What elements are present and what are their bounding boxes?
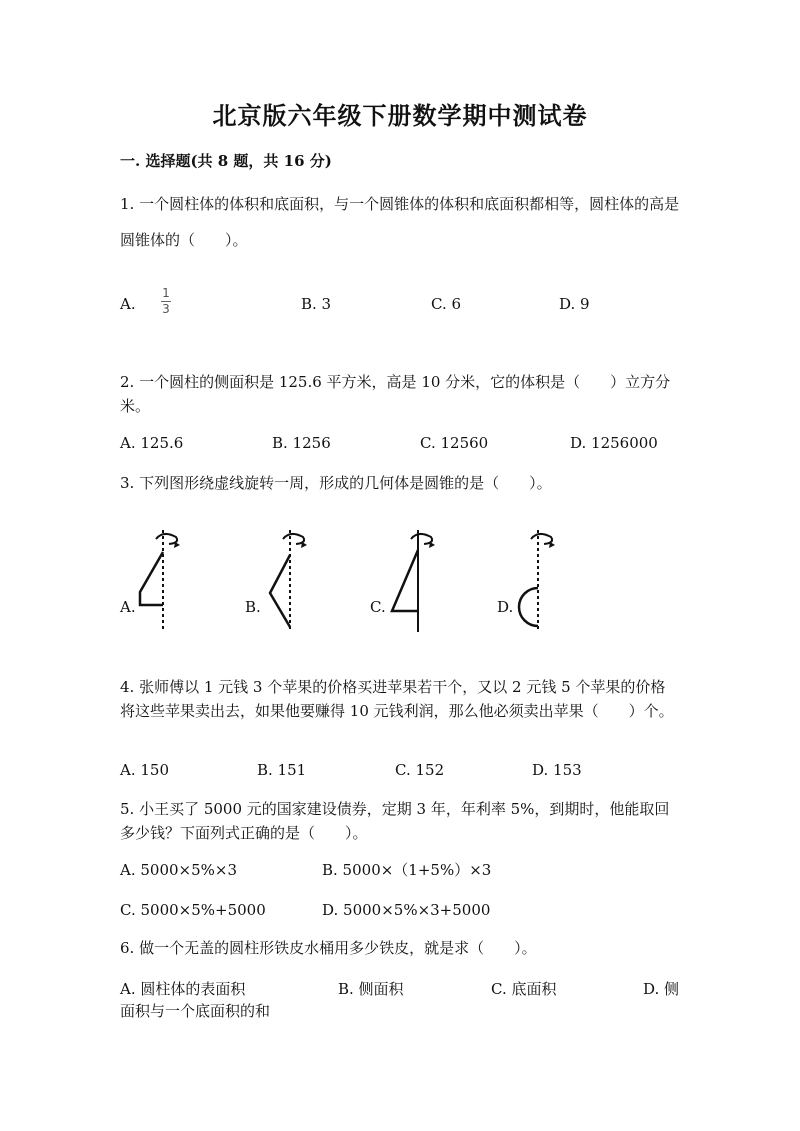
fraction-numerator: 1	[162, 286, 170, 300]
page-title: 北京版六年级下册数学期中测试卷	[212, 101, 588, 130]
question-4-option-b[interactable]: B. 151	[257, 761, 307, 779]
question-6-text: 6. 做一个无盖的圆柱形铁皮水桶用多少铁皮，就是求（ ）。	[120, 939, 537, 957]
question-4-option-a[interactable]: A. 150	[120, 761, 169, 779]
question-4-text: 4. 张师傅以 1 元钱 3 个苹果的价格买进苹果若干个，又以 2 元钱 5 个苹果的价格将这些苹果卖出去，如果他要赚得 10 元钱利润，那么他必须卖出苹果（ ）个。	[120, 678, 674, 720]
question-2-option-c[interactable]: C. 12560	[420, 434, 489, 452]
question-6-option-d[interactable]: D. 侧	[643, 980, 680, 998]
question-5-text: 5. 小王买了 5000 元的国家建设债券，定期 3 年，年利率 5%，到期时，他能取回多少钱？下面列式正确的是（ ）。	[120, 800, 670, 842]
question-3-text: 3. 下列图形绕虚线旋转一周，形成的几何体是圆锥的是（ ）。	[120, 474, 552, 492]
question-6-option-a[interactable]: A. 圆柱体的表面积	[120, 980, 246, 998]
figure-b-shape[interactable]	[270, 530, 307, 632]
figure-c-shape[interactable]	[392, 530, 435, 632]
question-6-option-c[interactable]: C. 底面积	[491, 980, 557, 998]
question-1-option-a[interactable]: A.	[120, 295, 136, 313]
question-1-option-d[interactable]: D. 9	[559, 295, 590, 313]
question-2-text: 2. 一个圆柱的侧面积是 125.6 平方米，高是 10 分米，它的体积是（ ）立方分米。	[120, 373, 671, 415]
question-2-option-a[interactable]: A. 125.6	[120, 434, 184, 452]
question-1-option-b[interactable]: B. 3	[301, 295, 332, 313]
question-2-option-b[interactable]: B. 1256	[272, 434, 331, 452]
question-3-figures	[120, 525, 570, 640]
question-4-option-c[interactable]: C. 152	[395, 761, 445, 779]
question-1-option-c[interactable]: C. 6	[431, 295, 462, 313]
fraction-denominator: 3	[162, 302, 170, 316]
question-6-option-b[interactable]: B. 侧面积	[338, 980, 404, 998]
question-2-option-d[interactable]: D. 1256000	[570, 434, 658, 452]
question-3-option-c[interactable]: C.	[370, 598, 386, 616]
question-4-option-d[interactable]: D. 153	[532, 761, 582, 779]
question-5-option-c[interactable]: C. 5000×5%+5000	[120, 901, 266, 919]
question-5-option-a[interactable]: A. 5000×5%×3	[120, 861, 238, 879]
question-6-option-d-continued[interactable]: 面积与一个底面积的和	[120, 1002, 271, 1020]
figure-a-shape[interactable]	[140, 530, 180, 632]
rotation-figures-svg	[120, 525, 570, 640]
question-3-option-a[interactable]: A.	[120, 598, 136, 616]
question-5-option-d[interactable]: D. 5000×5%×3+5000	[322, 901, 491, 919]
question-1-text: 1. 一个圆柱体的体积和底面积，与一个圆锥体的体积和底面积都相等，圆柱体的高是圆锥体的（ ）。	[120, 195, 680, 249]
question-3-option-b[interactable]: B.	[245, 598, 261, 616]
question-5-option-b[interactable]: B. 5000×（1+5%）×3	[322, 861, 492, 879]
question-3-option-d[interactable]: D.	[497, 598, 514, 616]
figure-d-shape[interactable]	[519, 530, 555, 632]
section-heading: 一. 选择题(共 8 题，共 16 分)	[120, 152, 332, 170]
question-1-option-a-fraction	[161, 287, 171, 316]
